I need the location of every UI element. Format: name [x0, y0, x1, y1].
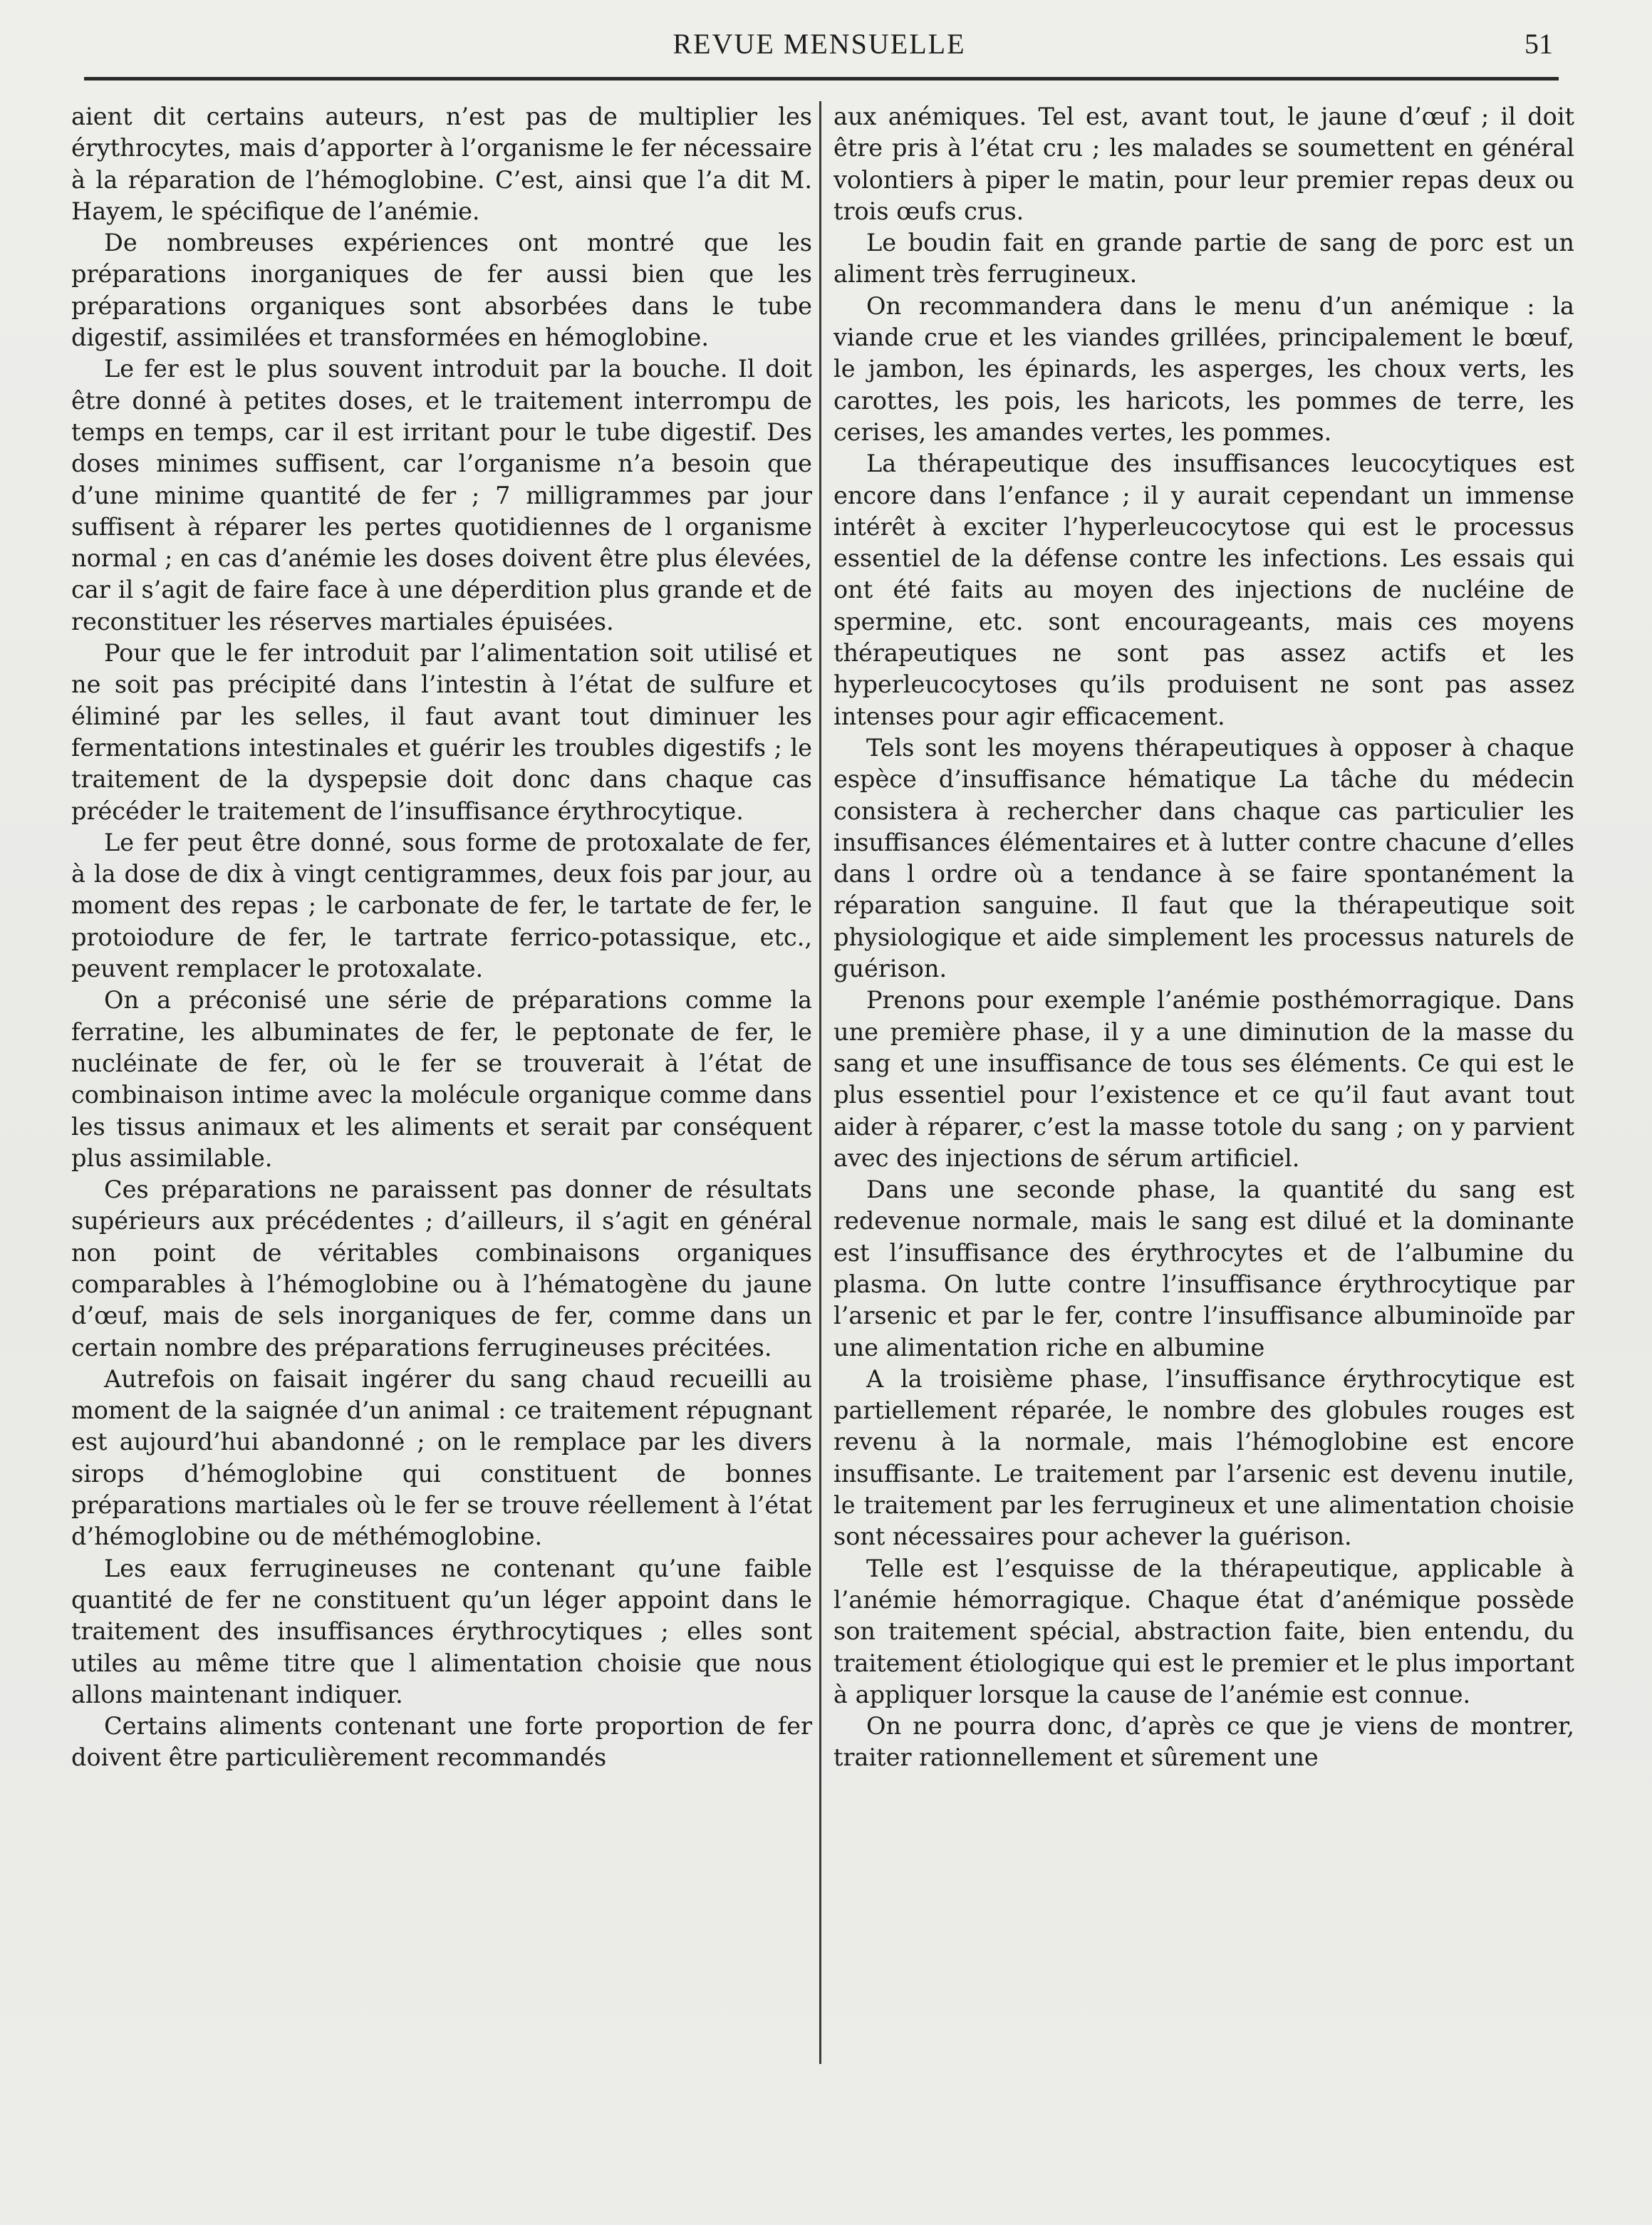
paragraph: aux anémiques. Tel est, avant tout, le jaune d’œuf ; il doit être pris à l’état cru ; les malades se soumettent en général volontiers à piper le matin, pour leur premier repas deux ou trois œufs crus.	[833, 103, 1574, 225]
right-column	[833, 101, 1574, 2068]
paragraph: Autrefois on faisait ingérer du sang chaud recueilli au moment de la saignée d’un animal : ce traitement répugnant est aujourd’hui abandonné ; on le remplace par les divers sirops d’hémoglobine qui constituent de bonnes préparations martiales où le fer se trouve réellement à l’état d’hémoglobine ou de méthémoglobine.	[71, 1364, 812, 1551]
paragraph: Le boudin fait en grande partie de sang de porc est un aliment très ferrugineux.	[833, 229, 1574, 289]
paragraph: Pour que le fer introduit par l’alimentation soit utilisé et ne soit pas précipité dans l’intestin à l’état de sulfure et éliminé par les selles, il faut avant tout diminuer les fermentations intestinales et guérir les troubles digestifs ; le traitement de la dyspepsie doit donc dans chaque cas précéder le traitement de l’insuffisance érythrocytique.	[71, 639, 812, 825]
paragraph: De nombreuses expériences ont montré que les préparations inorganiques de fer aussi bien que les préparations organiques sont absorbées dans le tube digestif, assimilées et transformées en hémoglobine.	[71, 229, 812, 352]
paragraph: Prenons pour exemple l’anémie posthémorragique. Dans une première phase, il y a une diminution de la masse du sang et une insuffisance de tous ses éléments. Ce qui est le plus essentiel pour l’existence et ce qu’il faut avant tout aider à réparer, c’est la masse totole du sang ; on y parvient avec des injections de sérum artificiel.	[833, 986, 1574, 1172]
paragraph: Le fer peut être donné, sous forme de protoxalate de fer, à la dose de dix à vingt centigrammes, deux fois par jour, au moment des repas ; le carbonate de fer, le tartate de fer, le protoiodure de fer, le tartrate ferrico-potassique, etc., peuvent remplacer le protoxalate.	[71, 828, 812, 983]
paragraph: Dans une seconde phase, la quantité du sang est redevenue normale, mais le sang est dilué et la dominante est l’insuffisance des érythrocytes et de l’albumine du plasma. On lutte contre l’insuffisance érythrocytique par l’arsenic et par le fer, contre l’insuffisance albuminoïde par une alimentation riche en albumine	[833, 1176, 1574, 1362]
paragraph: Telle est l’esquisse de la thérapeutique, applicable à l’anémie hémorragique. Chaque état d’anémique possède son traitement spécial, abstraction faite, bien entendu, du traitement étiologique qui est le premier et le plus important à appliquer lorsque la cause de l’anémie est connue.	[833, 1554, 1574, 1708]
paragraph: Le fer est le plus souvent introduit par la bouche. Il doit être donné à petites doses, et le traitement interrompu de temps en temps, car il est irritant pour le tube digestif. Des doses minimes suffisent, car l’organisme n’a besoin que d’une minime quantité de fer ; 7 milligrammes par jour suffisent à réparer les pertes quotidiennes de l organisme normal ; en cas d’anémie les doses doivent être plus élevées, car il s’agit de faire face à une déperdition plus grande et de reconstituer les réserves martiales épuisées.	[71, 355, 812, 636]
running-title: REVUE MENSUELLE	[672, 28, 966, 60]
paragraph: On recommandera dans le menu d’un anémique : la viande crue et les viandes grillées, principalement le bœuf, le jambon, les épinards, les asperges, les choux verts, les carottes, les pois, les haricots, les pommes de terre, les cerises, les amandes vertes, les pommes.	[833, 291, 1574, 446]
paragraph: Ces préparations ne paraissent pas donner de résultats supérieurs aux précédentes ; d’ailleurs, il s’agit en général non point de véritables combinaisons organiques comparables à l’hémoglobine ou à l’hématogène du jaune d’œuf, mais de sels inorganiques de fer, comme dans un certain nombre des préparations ferrugineuses précitées.	[71, 1176, 812, 1362]
page-number: 51	[1524, 28, 1553, 60]
paragraph: On a préconisé une série de préparations comme la ferratine, les albuminates de fer, le peptonate de fer, le nucléinate de fer, où le fer se trouverait à l’état de combinaison intime avec la molécule organique comme dans les tissus animaux et les aliments et serait par conséquent plus assimilable.	[71, 986, 812, 1172]
paragraph: Certains aliments contenant une forte proportion de fer doivent être particulièrement recommandés	[71, 1712, 812, 1772]
column-divider	[819, 101, 821, 2064]
paragraph: aient dit certains auteurs, n’est pas de multiplier les érythrocytes, mais d’apporter à l’organisme le fer nécessaire à la réparation de l’hémoglobine. C’est, ainsi que l’a dit M. Hayem, le spécifique de l’anémie.	[71, 103, 812, 225]
page-header	[85, 24, 1553, 64]
left-column	[71, 101, 812, 2068]
header-rule	[84, 77, 1559, 81]
paragraph: La thérapeutique des insuffisances leucocytiques est encore dans l’enfance ; il y aurait cependant un immense intérêt à exciter l’hyperleucocytose qui est le processus essentiel de la défense contre les infections. Les essais qui ont été faits au moyen des injections de nucléine de spermine, etc. sont encourageants, mais ces moyens thérapeutiques ne sont pas assez actifs et les hyperleucocytoses qu’ils produisent ne sont pas assez intenses pour agir efficacement.	[833, 450, 1574, 730]
paragraph: On ne pourra donc, d’après ce que je viens de montrer, traiter rationnellement et sûrement une	[833, 1712, 1574, 1772]
paragraph: Tels sont les moyens thérapeutiques à opposer à chaque espèce d’insuffisance hématique La tâche du médecin consistera à rechercher dans chaque cas particulier les insuffisances élémentaires et à lutter contre chacune d’elles dans l ordre où a tendance à se faire spontanément la réparation sanguine. Il faut que la thérapeutique soit physiologique et aide simplement les processus naturels de guérison.	[833, 733, 1574, 983]
paragraph: Les eaux ferrugineuses ne contenant qu’une faible quantité de fer ne constituent qu’un léger appoint dans le traitement des insuffisances érythrocytiques ; elles sont utiles au même titre que l alimentation choisie que nous allons maintenant indiquer.	[71, 1554, 812, 1708]
paragraph: A la troisième phase, l’insuffisance érythrocytique est partiellement réparée, le nombre des globules rouges est revenu à la normale, mais l’hémoglobine est encore insuffisante. Le traitement par l’arsenic est devenu inutile, le traitement par les ferrugineux et une alimentation choisie sont nécessaires pour achever la guérison.	[833, 1364, 1574, 1551]
